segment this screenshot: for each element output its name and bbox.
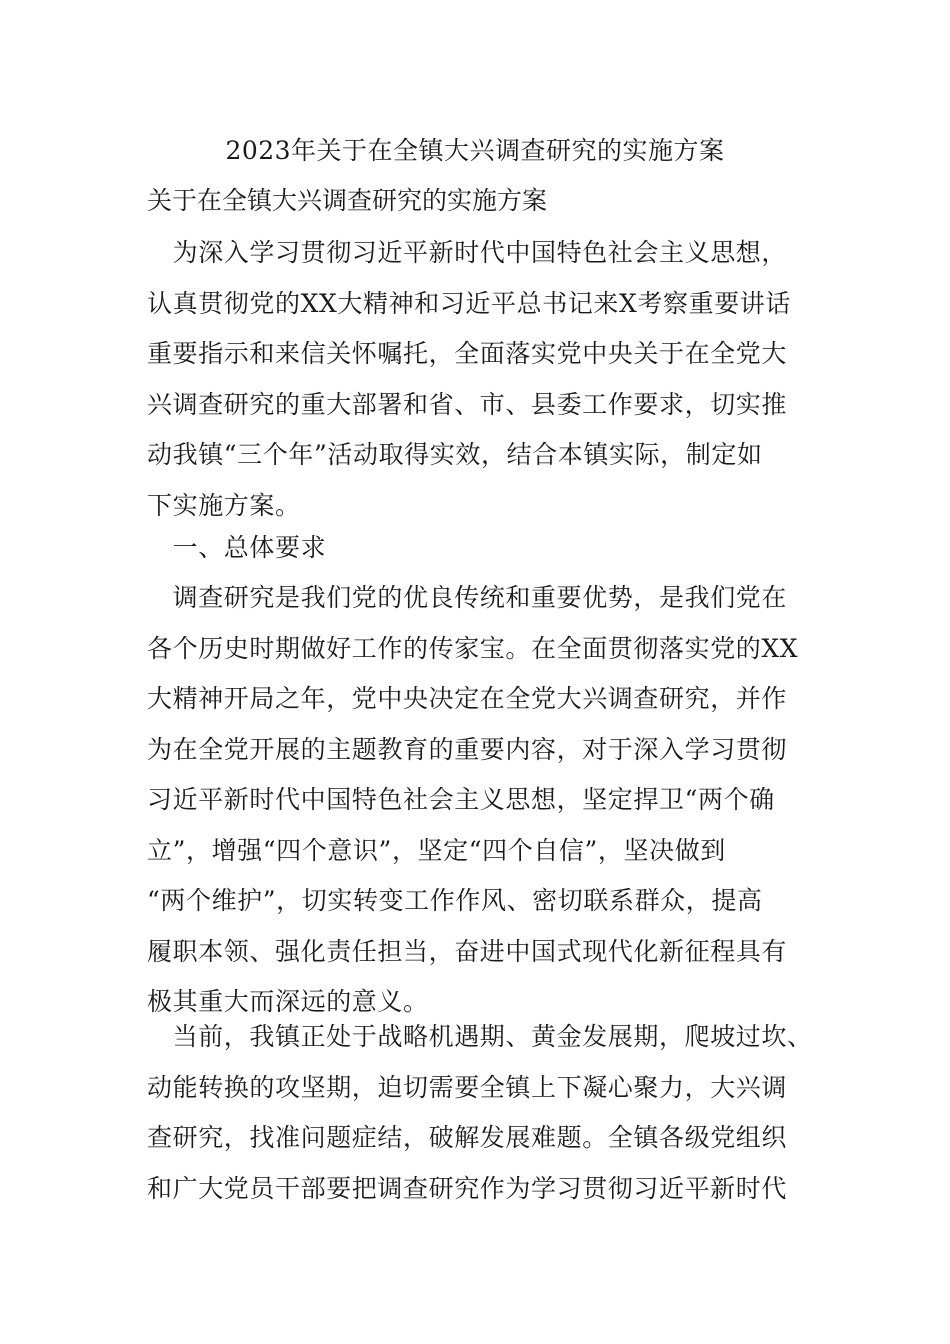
text-line: 动我镇“三个年”活动取得实效，结合本镇实际，制定如 bbox=[147, 440, 763, 469]
text-line: 一、总体要求 bbox=[147, 533, 327, 562]
text-line: 当前，我镇正处于战略机遇期、黄金发展期，爬坡过坎、 bbox=[147, 1022, 813, 1051]
text-line: 大精神开局之年，党中央决定在全党大兴调查研究，并作 bbox=[147, 684, 788, 713]
text-line: 为在全党开展的主题教育的重要内容，对于深入学习贯彻 bbox=[147, 734, 788, 764]
document-subtitle: 关于在全镇大兴调查研究的实施方案 bbox=[147, 186, 548, 215]
text-line: 下实施方案。 bbox=[147, 490, 301, 520]
paragraph-current-situation bbox=[147, 1012, 827, 1214]
text-line: 查研究，找准问题症结，破解发展难题。全镇各级党组织 bbox=[147, 1123, 788, 1152]
text-line: 重要指示和来信关怀嘱托，全面落实党中央关于在全党大 bbox=[147, 339, 788, 368]
document-title: 2023年关于在全镇大兴调查研究的实施方案 bbox=[225, 136, 725, 165]
section-heading bbox=[147, 523, 827, 574]
text-line: 和广大党员干部要把调查研究作为学习贯彻习近平新时代 bbox=[147, 1173, 788, 1203]
text-line: 动能转换的攻坚期，迫切需要全镇上下凝心聚力，大兴调 bbox=[147, 1072, 788, 1102]
text-line: 调查研究是我们党的优良传统和重要优势，是我们党在 bbox=[147, 583, 788, 612]
text-line: 立”，增强“四个意识”，坚定“四个自信”，坚决做到 bbox=[147, 835, 726, 865]
text-line: 认真贯彻党的XX大精神和习近平总书记来X考察重要讲话 bbox=[147, 288, 791, 318]
text-line: 兴调查研究的重大部署和省、市、县委工作要求，切实推 bbox=[147, 389, 788, 419]
text-line: 极其重大而深远的意义。 bbox=[147, 987, 429, 1016]
paragraph-general-requirements bbox=[147, 573, 827, 1028]
text-line: 为深入学习贯彻习近平新时代中国特色社会主义思想， bbox=[147, 238, 788, 267]
paragraph-intro bbox=[147, 228, 827, 531]
text-line: 履职本领、强化责任担当，奋进中国式现代化新征程具有 bbox=[147, 936, 788, 966]
text-line: “两个维护”，切实转变工作作风、密切联系群众，提高 bbox=[147, 886, 763, 915]
text-line: 习近平新时代中国特色社会主义思想，坚定捍卫“两个确 bbox=[147, 785, 775, 814]
text-line: 各个历史时期做好工作的传家宝。在全面贯彻落实党的XX bbox=[147, 633, 799, 663]
